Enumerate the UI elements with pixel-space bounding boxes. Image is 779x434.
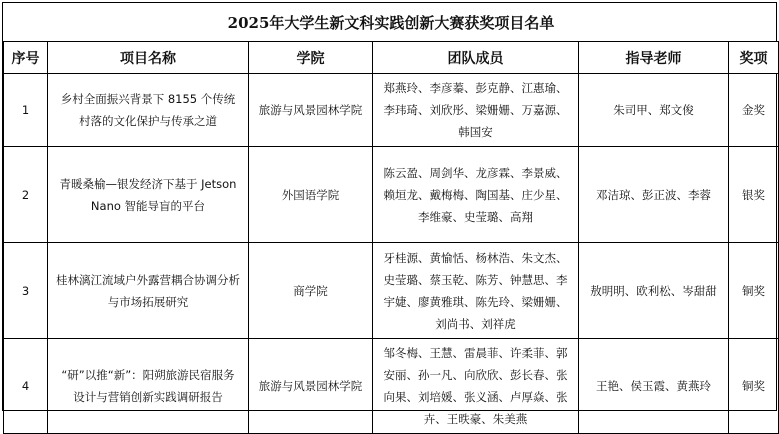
cell-project: 桂林漓江流域户外露营耦合协调分析与市场拓展研究 xyxy=(48,243,249,339)
cell-project: 青暖桑榆—银发经济下基于 Jetson Nano 智能导盲的平台 xyxy=(48,147,249,243)
cell-index: 4 xyxy=(4,339,48,434)
cell-college: 旅游与风景园林学院 xyxy=(249,339,373,434)
header-college: 学院 xyxy=(249,42,373,74)
title-row xyxy=(4,3,779,42)
cell-advisors: 王艳、侯玉霞、黄燕玲 xyxy=(579,339,729,434)
cell-college: 外国语学院 xyxy=(249,147,373,243)
table-title: 2025年大学生新文科实践创新大赛获奖项目名单 xyxy=(4,3,779,42)
cell-index: 3 xyxy=(4,243,48,339)
cell-advisors: 朱司甲、郑文俊 xyxy=(579,74,729,147)
table-row xyxy=(4,147,779,243)
award-table xyxy=(3,3,779,434)
cell-award: 金奖 xyxy=(729,74,779,147)
cell-index: 2 xyxy=(4,147,48,243)
header-advisors: 指导老师 xyxy=(579,42,729,74)
table-row xyxy=(4,243,779,339)
cell-award: 银奖 xyxy=(729,147,779,243)
cell-members: 牙桂源、黄愉恬、杨林浩、朱文杰、史莹璐、蔡玉乾、陈芳、钟慧思、李宇婕、廖黄雅琪、陈先玲、梁姗姗、刘尚书、刘祥虎 xyxy=(373,243,579,339)
header-row xyxy=(4,42,779,74)
table-row xyxy=(4,339,779,434)
cell-award: 铜奖 xyxy=(729,339,779,434)
cell-project: 乡村全面振兴背景下 8155 个传统村落的文化保护与传承之道 xyxy=(48,74,249,147)
cell-members: 郑燕玲、李彦蓁、彭克静、江惠瑜、李玮琦、刘欣彤、梁姗姗、万嘉源、韩国安 xyxy=(373,74,579,147)
cell-advisors: 邓洁琼、彭正波、李蓉 xyxy=(579,147,729,243)
table-row xyxy=(4,74,779,147)
award-list-sheet xyxy=(2,2,777,426)
cell-index: 1 xyxy=(4,74,48,147)
cell-advisors: 敖明明、欧利松、岑甜甜 xyxy=(579,243,729,339)
cell-college: 旅游与风景园林学院 xyxy=(249,74,373,147)
cell-award: 铜奖 xyxy=(729,243,779,339)
cell-project: “研”以推“新”：阳朔旅游民宿服务设计与营销创新实践调研报告 xyxy=(48,339,249,434)
header-members: 团队成员 xyxy=(373,42,579,74)
cell-members: 邹冬梅、王慧、雷晨菲、许柔菲、郭安丽、孙一凡、向欣欣、彭长春、张向果、刘培媛、张义涵、卢厚焱、张卉、王昳豪、朱美燕 xyxy=(373,339,579,434)
header-project: 项目名称 xyxy=(48,42,249,74)
cell-members: 陈云盈、周剑华、龙彦霖、李景威、赖垣龙、戴梅梅、陶国基、庄少星、李维豪、史莹璐、高翔 xyxy=(373,147,579,243)
cell-college: 商学院 xyxy=(249,243,373,339)
header-award: 奖项 xyxy=(729,42,779,74)
header-index: 序号 xyxy=(4,42,48,74)
